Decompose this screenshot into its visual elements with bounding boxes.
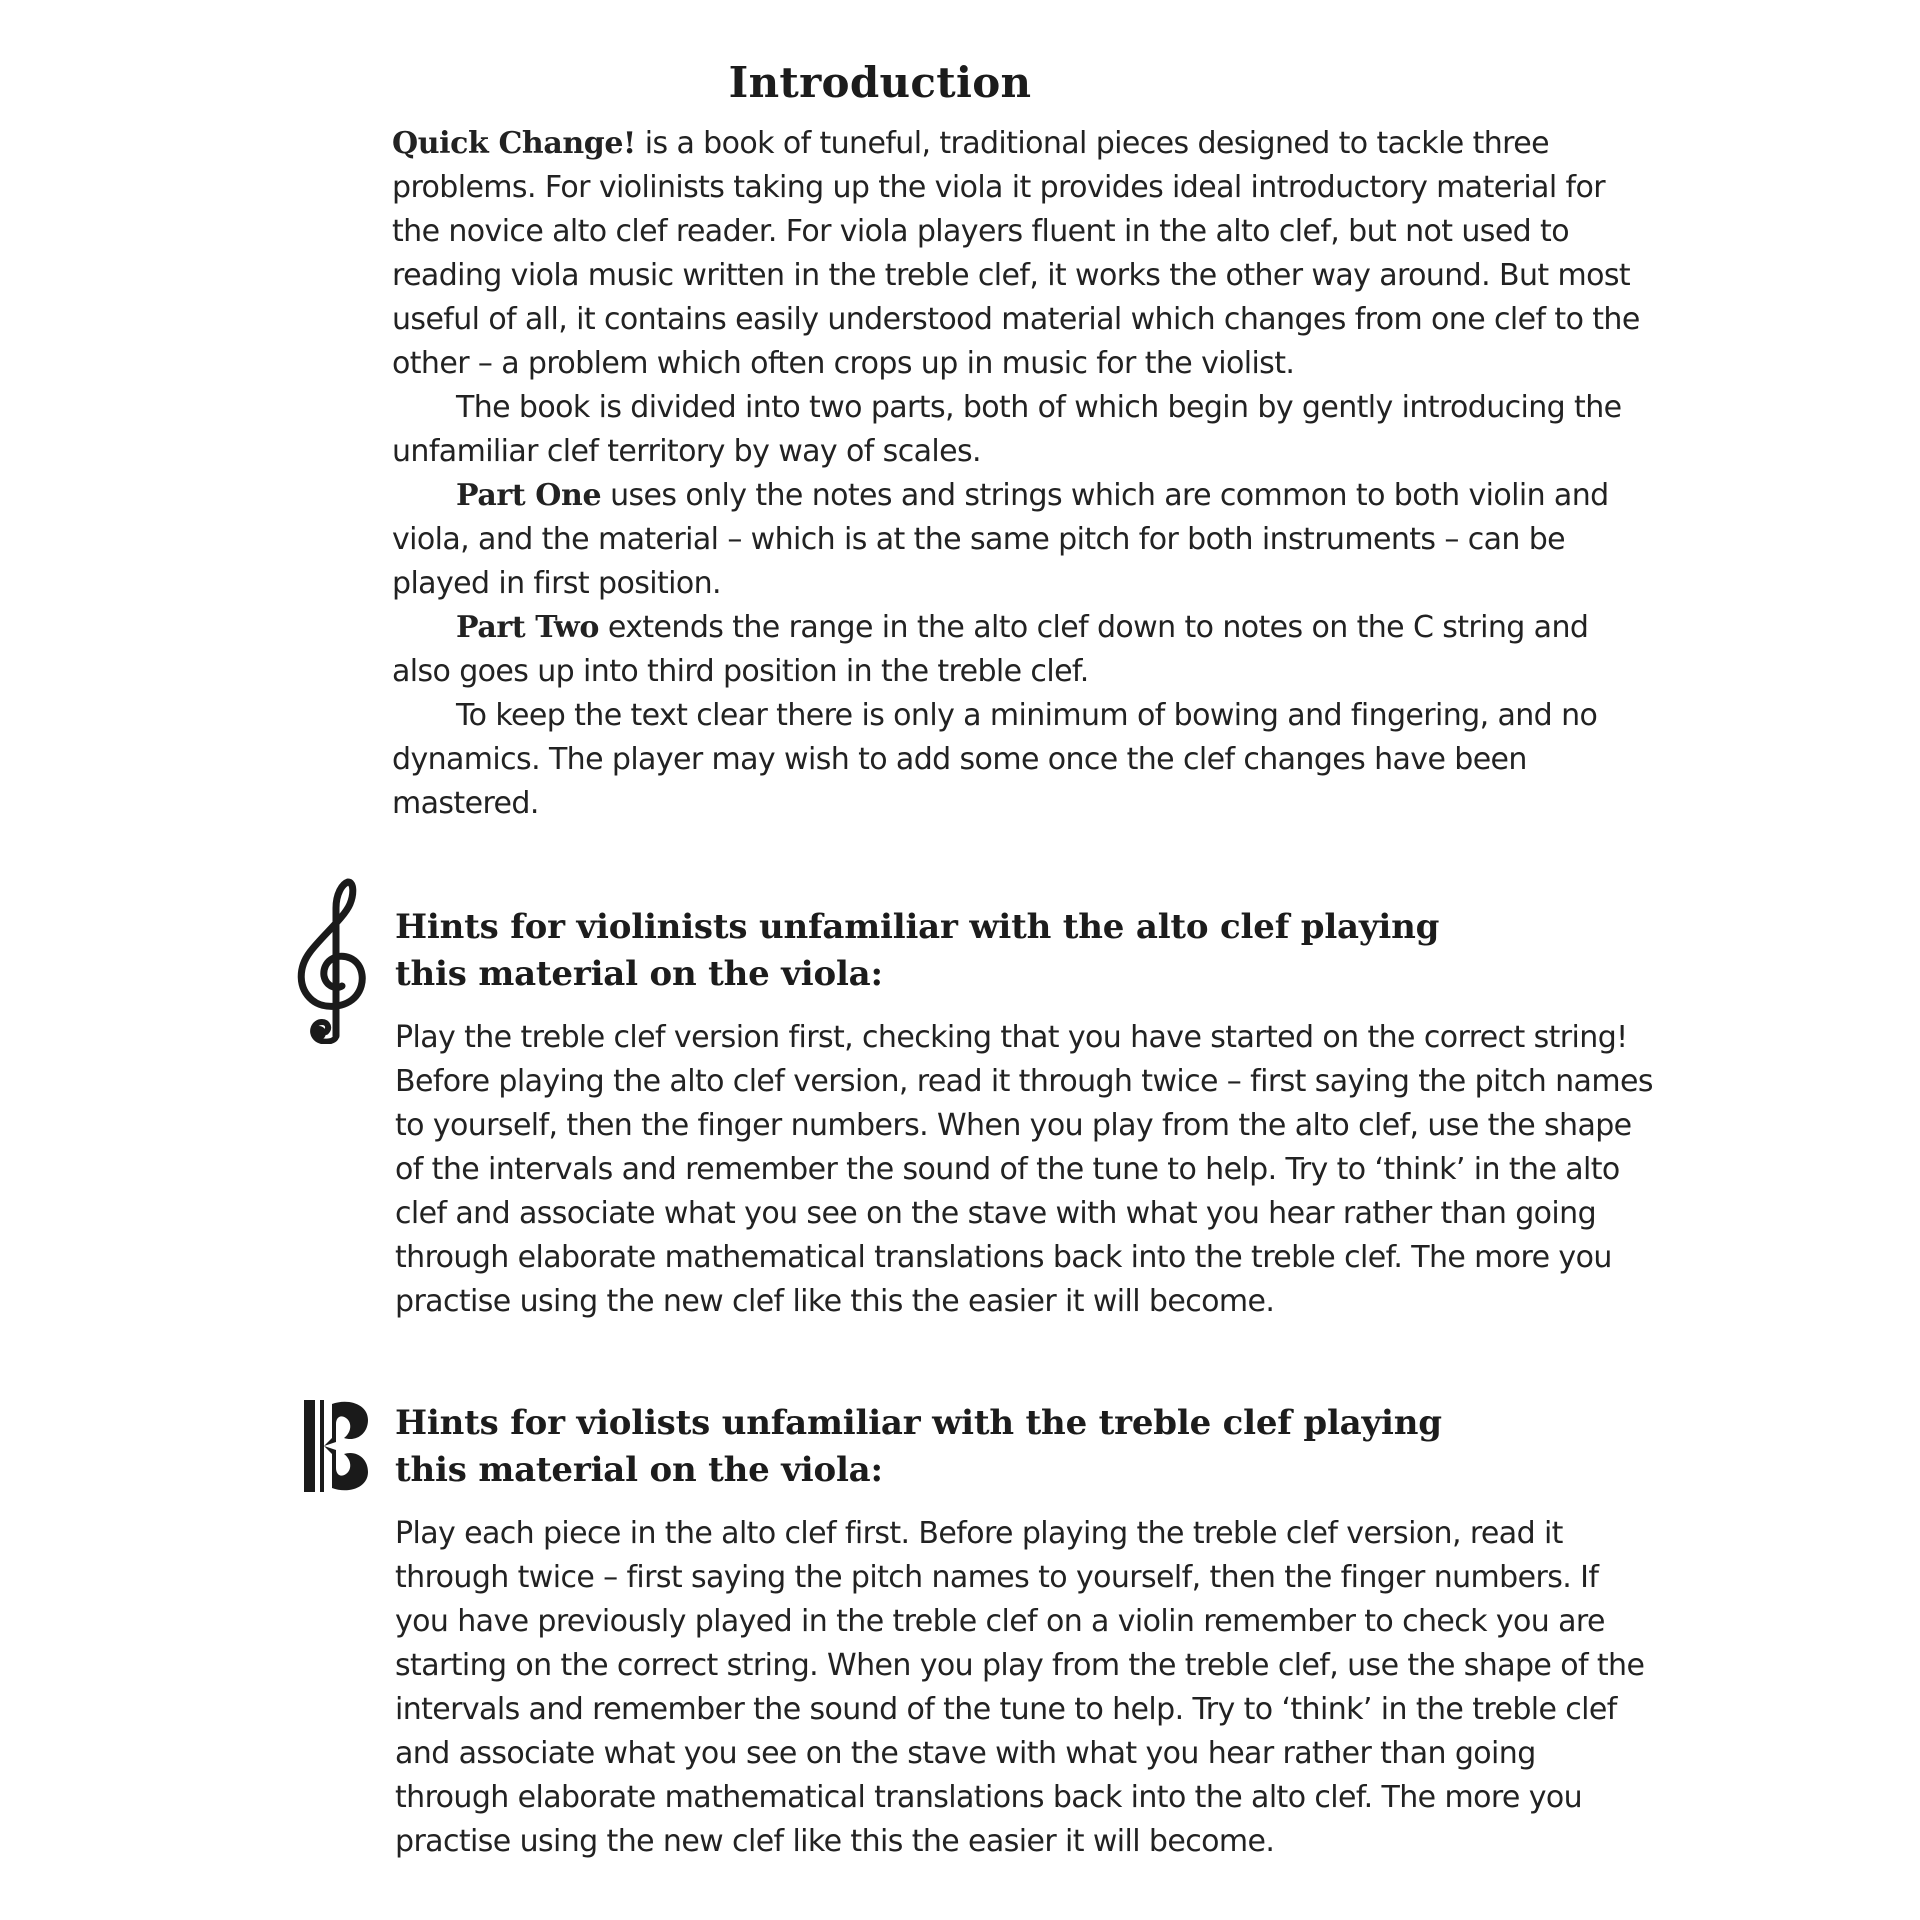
intro-paragraph-3 — [392, 474, 1652, 606]
hints-violists-heading-line1: Hints for violists unfamiliar with the treble clef playing — [395, 1403, 1442, 1443]
introduction-text — [392, 122, 1652, 826]
intro-paragraph-1 — [392, 122, 1652, 386]
hints-violinists-heading-line2: this material on the viola: — [395, 954, 883, 994]
page-title: Introduction — [728, 58, 1032, 107]
part-two-bold: Part Two — [456, 610, 599, 645]
hints-violinists-section — [395, 904, 1655, 1324]
hints-violinists-heading — [395, 904, 1655, 998]
hints-violists-body: Play each piece in the alto clef first. Before playing the treble clef version, read it through twice – first saying the pitch names to yourself, then the finger numbers. If you have previously played in the treble clef on a violin remember to check you are starting on the correct string. When you play from the treble clef, use the shape of the intervals and remember the sound of the tune to help. Try to ‘think’ in the treble clef and associate what you see on the stave with what you hear rather than going through elaborate mathematical translations back into the alto clef. The more you practise using the new clef like this the easier it will become. — [395, 1516, 1645, 1859]
intro-paragraph-1-text: is a book of tuneful, traditional pieces designed to tackle three problems. For violinists taking up the viola it provides ideal introductory material for the novice alto clef reader. For viola players fluent in the alto clef, but not used to reading viola music written in the treble clef, it works the other way around. But most useful of all, it contains easily understood material which changes from one clef to the other – a problem which often crops up in music for the violist. — [392, 126, 1640, 381]
hints-violists-section — [395, 1400, 1655, 1864]
hints-violists-heading — [395, 1400, 1655, 1494]
intro-paragraph-3-text: uses only the notes and strings which are common to both violin and viola, and the material – which is at the same pitch for both instruments – can be played in first position. — [392, 478, 1609, 601]
intro-paragraph-4 — [392, 606, 1652, 694]
hints-violinists-heading-line1: Hints for violinists unfamiliar with the alto clef playing — [395, 907, 1440, 947]
intro-paragraph-4-text: extends the range in the alto clef down to notes on the C string and also goes up into third position in the treble clef. — [392, 610, 1589, 689]
alto-clef-icon — [302, 1398, 374, 1494]
treble-clef-icon — [292, 878, 372, 1044]
book-title-bold: Quick Change! — [392, 126, 636, 161]
hints-violinists-body: Play the treble clef version first, checking that you have started on the correct string! Before playing the alto clef version, read it through twice – first saying the pitch names to yourself, then the finger numbers. When you play from the alto clef, use the shape of the intervals and remember the sound of the tune to help. Try to ‘think’ in the alto clef and associate what you see on the stave with what you hear rather than going through elaborate mathematical translations back into the treble clef. The more you practise using the new clef like this the easier it will become. — [395, 1020, 1653, 1319]
part-one-bold: Part One — [456, 478, 602, 513]
intro-paragraph-2: The book is divided into two parts, both of which begin by gently introducing the unfamiliar clef territory by way of scales. — [392, 390, 1622, 469]
hints-violists-heading-line2: this material on the viola: — [395, 1450, 883, 1490]
intro-paragraph-5: To keep the text clear there is only a minimum of bowing and fingering, and no dynamics. The player may wish to add some once the clef changes have been mastered. — [392, 698, 1598, 821]
